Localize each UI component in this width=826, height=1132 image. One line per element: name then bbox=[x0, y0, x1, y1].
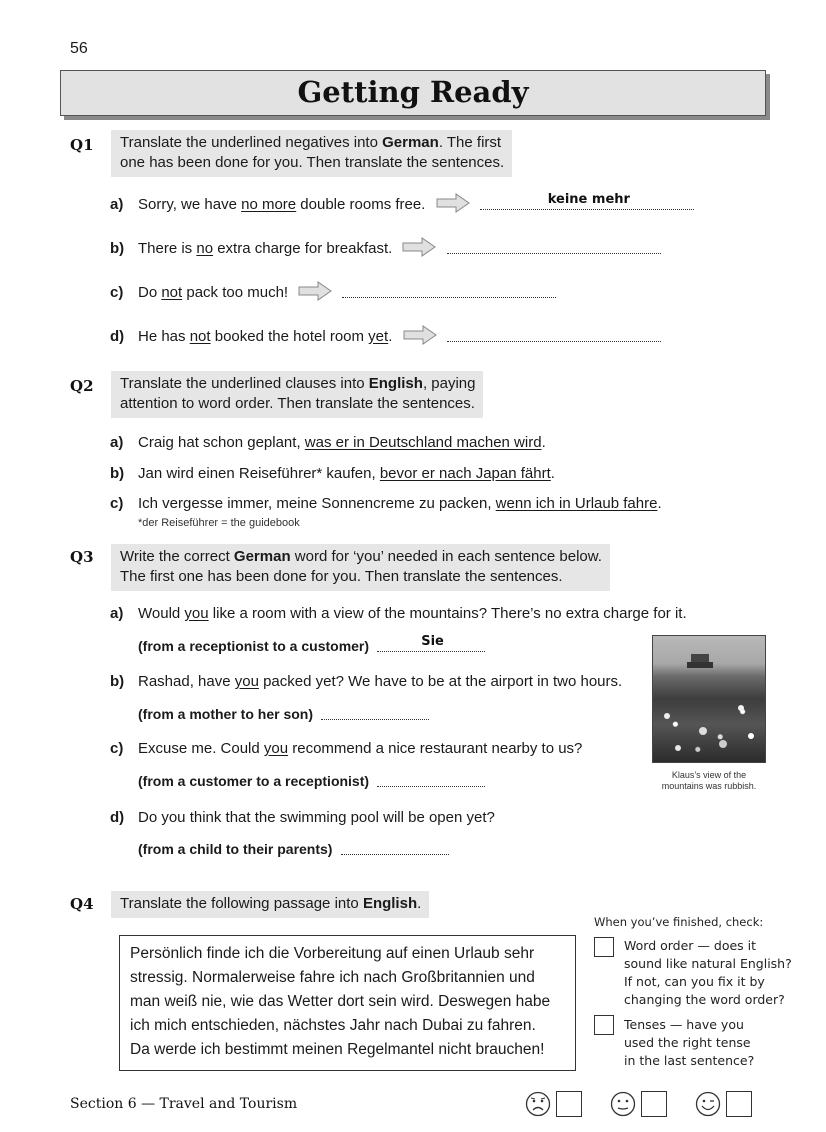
passage-line: Da werde ich bestimmt meinen Regelmantel nicht brauchen! bbox=[130, 1041, 545, 1058]
q1-item-b bbox=[110, 237, 661, 257]
answer-line-q3b[interactable] bbox=[321, 706, 429, 720]
item-label: a) bbox=[110, 434, 124, 451]
item-label: b) bbox=[110, 465, 125, 482]
answer-line-d[interactable] bbox=[447, 328, 661, 342]
q4-instruction-bold: English bbox=[362, 895, 418, 912]
checklist-line: Word order — does it bbox=[624, 938, 757, 953]
item-underlined: no bbox=[196, 240, 214, 257]
photo-caption-line-2: mountains was rubbish. bbox=[661, 781, 757, 791]
item-text: Excuse me. Could bbox=[138, 740, 264, 757]
answer-line-c[interactable] bbox=[342, 284, 556, 298]
passage-line: Persönlich finde ich die Vorbereitung auf einen Urlaub sehr bbox=[130, 945, 535, 962]
q1-instruction-line-2: one has been done for you. Then translate the sentences. bbox=[120, 154, 505, 171]
passage-line: man weiß nie, wie das Wetter dort sein wird. Deswegen habe bbox=[130, 993, 551, 1010]
q3-item-a bbox=[110, 605, 687, 622]
context-text: (from a customer to a receptionist) bbox=[138, 773, 370, 789]
q3-item-c bbox=[110, 740, 582, 757]
item-label: c) bbox=[110, 495, 124, 512]
rubbish-piece bbox=[675, 745, 681, 751]
item-label: d) bbox=[110, 328, 125, 345]
q2-number: Q2 bbox=[70, 377, 94, 395]
checkbox-tenses[interactable] bbox=[594, 1015, 614, 1035]
context-text: (from a child to their parents) bbox=[138, 841, 333, 857]
q4-number: Q4 bbox=[70, 895, 94, 913]
q3-instruction-line-2: The first one has been done for you. Then translate the sentences. bbox=[120, 568, 563, 585]
answer-a: keine mehr bbox=[547, 192, 630, 207]
item-underlined: you bbox=[184, 605, 209, 622]
answer-line-a[interactable] bbox=[480, 192, 694, 210]
title-banner bbox=[60, 70, 766, 116]
arrow-icon bbox=[402, 237, 436, 257]
answer-line-q3d[interactable] bbox=[341, 841, 449, 855]
rubbish-piece bbox=[719, 740, 727, 748]
checklist-item-word-order bbox=[624, 937, 792, 1009]
q2-item-a bbox=[110, 434, 546, 451]
german-passage bbox=[119, 935, 576, 1071]
rubbish-piece bbox=[738, 705, 744, 711]
item-text-end: packed yet? We have to be at the airport in two hours. bbox=[258, 673, 623, 690]
item-label: b) bbox=[110, 240, 125, 257]
q3-number: Q3 bbox=[70, 548, 94, 566]
context-text: (from a mother to her son) bbox=[138, 706, 314, 722]
q2-footnote: *der Reiseführer = the guidebook bbox=[138, 517, 300, 529]
item-label: d) bbox=[110, 809, 125, 826]
q2-instruction-bold: English bbox=[368, 375, 423, 392]
item-text: Jan wird einen Reiseführer* kaufen, bbox=[138, 465, 380, 482]
q1-item-d bbox=[110, 325, 661, 345]
rating-box-happy[interactable] bbox=[726, 1091, 752, 1117]
q4-instruction bbox=[111, 891, 429, 918]
q1-instruction-text-2: . The first bbox=[438, 134, 502, 151]
item-label: a) bbox=[110, 605, 124, 622]
arrow-icon bbox=[298, 281, 332, 301]
q2-instruction-text: Translate the underlined clauses into bbox=[120, 375, 369, 392]
checklist-line: in the last sentence? bbox=[624, 1053, 755, 1068]
checklist-item-tenses bbox=[624, 1016, 754, 1070]
item-text: Do you think that the swimming pool will be open yet? bbox=[138, 809, 495, 826]
context-text: (from a receptionist to a customer) bbox=[138, 638, 370, 654]
happy-face-icon bbox=[695, 1091, 721, 1117]
checklist-line: changing the word order? bbox=[624, 992, 785, 1007]
item-label: c) bbox=[110, 284, 124, 301]
q1-item-c bbox=[110, 281, 556, 301]
checkbox-word-order[interactable] bbox=[594, 937, 614, 957]
item-underlined-2: yet bbox=[368, 328, 389, 345]
q2-item-b bbox=[110, 465, 555, 482]
item-text-end: double rooms free. bbox=[296, 196, 426, 213]
item-label: c) bbox=[110, 740, 124, 757]
answer-line-q3a[interactable] bbox=[377, 634, 485, 652]
photo-caption bbox=[645, 770, 773, 792]
checklist-line: If not, can you fix it by bbox=[624, 974, 765, 989]
checklist-line: used the right tense bbox=[624, 1035, 751, 1050]
item-text-middle: booked the hotel room bbox=[210, 328, 369, 345]
answer-line-q3c[interactable] bbox=[377, 773, 485, 787]
q1-instruction-bold: German bbox=[382, 134, 439, 151]
neutral-face-icon bbox=[610, 1091, 636, 1117]
checklist-heading: When you’ve finished, check: bbox=[594, 915, 764, 929]
q2-instruction-line-2: attention to word order. Then translate the sentences. bbox=[120, 395, 475, 412]
q3-instruction-text: Write the correct bbox=[120, 548, 234, 565]
item-text-end: . bbox=[388, 328, 393, 345]
passage-line: ich mich entschieden, nächstes Jahr nach Dubai zu fahren. bbox=[130, 1017, 536, 1034]
rating-box-neutral[interactable] bbox=[641, 1091, 667, 1117]
arrow-icon bbox=[436, 193, 470, 213]
item-text: Rashad, have bbox=[138, 673, 235, 690]
q4-instruction-text-2: . bbox=[417, 895, 422, 912]
item-underlined: you bbox=[263, 740, 289, 757]
item-text-end: recommend a nice restaurant nearby to us? bbox=[288, 740, 583, 757]
page-number: 56 bbox=[70, 40, 88, 57]
q2-item-c bbox=[110, 495, 662, 512]
q3-instruction-text-2: word for ‘you’ needed in each sentence below. bbox=[290, 548, 602, 565]
item-underlined: bevor er nach Japan fährt bbox=[379, 465, 551, 482]
q1-item-a bbox=[110, 193, 694, 213]
q1-instruction-text: Translate the underlined negatives into bbox=[120, 134, 383, 151]
item-text-end: . bbox=[657, 495, 662, 512]
q3-context-b bbox=[138, 706, 429, 723]
answer-q3a: Sie bbox=[421, 634, 444, 649]
item-text-end: like a room with a view of the mountains? There’s no extra charge for it. bbox=[208, 605, 687, 622]
q3-item-d bbox=[110, 809, 495, 826]
item-underlined: you bbox=[234, 673, 259, 690]
rubbish-piece bbox=[748, 733, 754, 739]
rating-box-sad[interactable] bbox=[556, 1091, 582, 1117]
item-text: He has bbox=[138, 328, 190, 345]
item-text: There is bbox=[138, 240, 197, 257]
item-text: Do bbox=[138, 284, 162, 301]
item-underlined: not bbox=[161, 284, 183, 301]
section-footer: Section 6 — Travel and Tourism bbox=[70, 1096, 298, 1112]
photo-caption-line-1: Klaus’s view of the bbox=[671, 770, 747, 780]
item-underlined: not bbox=[189, 328, 211, 345]
item-text: Sorry, we have bbox=[138, 196, 242, 213]
item-underlined: was er in Deutschland machen wird bbox=[304, 434, 542, 451]
item-label: a) bbox=[110, 196, 124, 213]
q1-instruction bbox=[111, 130, 512, 177]
item-text-end: extra charge for breakfast. bbox=[213, 240, 393, 257]
mountain-rubbish-photo bbox=[652, 635, 766, 763]
photo-detail bbox=[653, 636, 765, 762]
checklist-line: Tenses — have you bbox=[624, 1017, 744, 1032]
bulldozer-track bbox=[687, 662, 713, 668]
q3-context-c bbox=[138, 773, 485, 790]
passage-line: stressig. Normalerweise fahre ich nach Großbritannien und bbox=[130, 969, 535, 986]
q2-instruction-text-2: , paying bbox=[422, 375, 476, 392]
q3-item-b bbox=[110, 673, 622, 690]
item-text: Ich vergesse immer, meine Sonnencreme zu packen, bbox=[138, 495, 496, 512]
item-label: b) bbox=[110, 673, 125, 690]
item-text-end: pack too much! bbox=[182, 284, 289, 301]
item-text-end: . bbox=[550, 465, 555, 482]
q3-instruction-bold: German bbox=[233, 548, 291, 565]
q3-context-a bbox=[138, 634, 485, 655]
page-title: Getting Ready bbox=[297, 75, 529, 109]
item-underlined: wenn ich in Urlaub fahre bbox=[495, 495, 658, 512]
rubbish-piece bbox=[699, 727, 707, 735]
q4-instruction-text: Translate the following passage into bbox=[120, 895, 363, 912]
q3-instruction bbox=[111, 544, 610, 591]
item-text: Craig hat schon geplant, bbox=[138, 434, 305, 451]
rubbish-piece bbox=[664, 713, 670, 719]
arrow-icon bbox=[403, 325, 437, 345]
q1-number: Q1 bbox=[70, 136, 94, 154]
answer-line-b[interactable] bbox=[447, 240, 661, 254]
q3-context-d bbox=[138, 841, 449, 858]
checklist-line: sound like natural English? bbox=[624, 956, 792, 971]
item-text: Would bbox=[138, 605, 185, 622]
item-underlined: no more bbox=[241, 196, 297, 213]
sad-face-icon bbox=[525, 1091, 551, 1117]
item-text-end: . bbox=[541, 434, 546, 451]
q2-instruction bbox=[111, 371, 483, 418]
